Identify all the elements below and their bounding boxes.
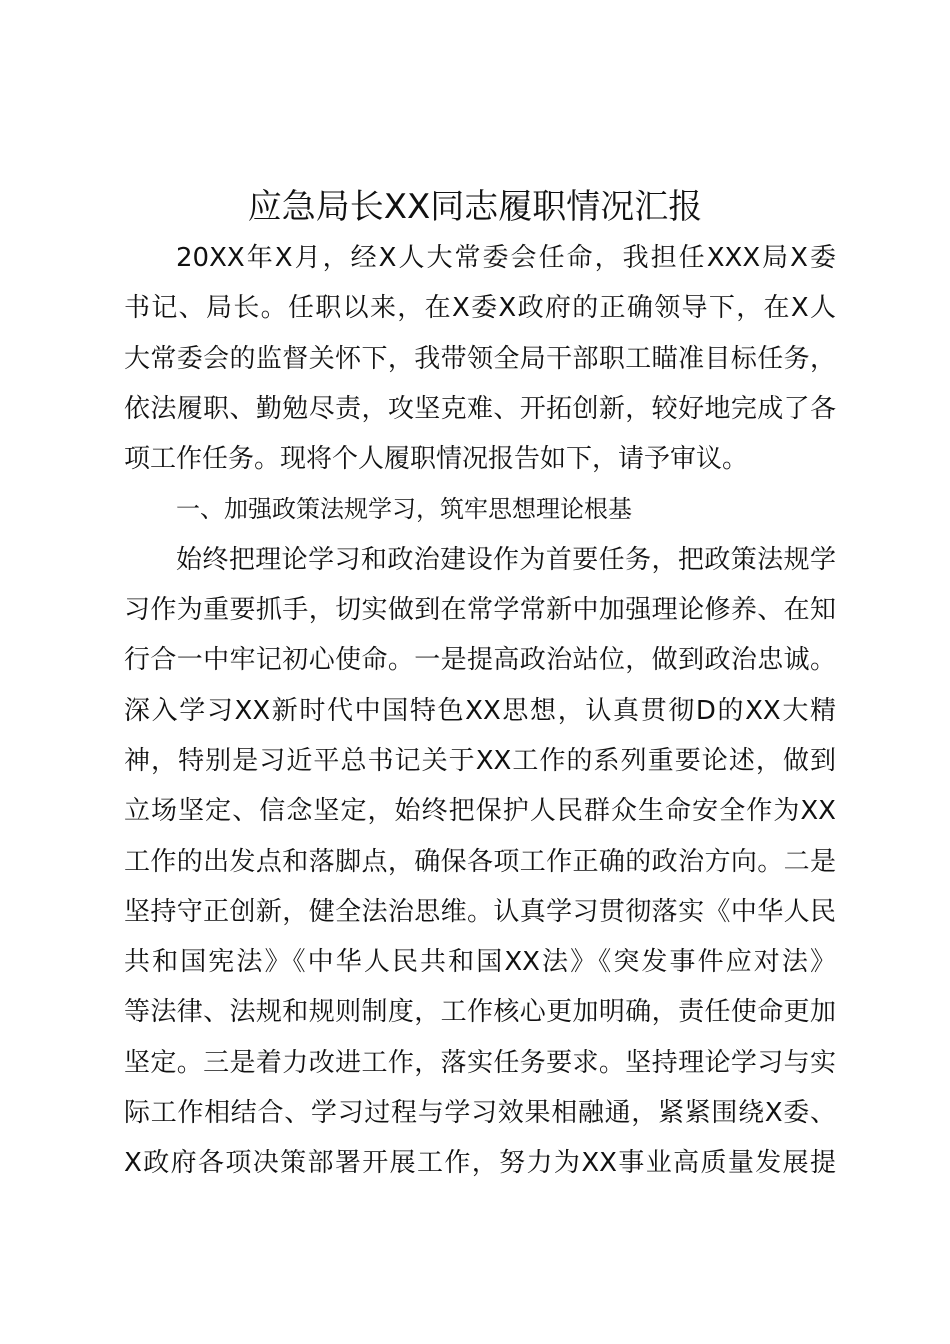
paragraph-line: 立场坚定、信念坚定，始终把保护人民群众生命安全作为XX bbox=[124, 796, 836, 827]
paragraph-line: 坚持守正创新，健全法治思维。认真学习贯彻落实《中华人民 bbox=[124, 896, 836, 927]
paragraph-line: 神，特别是习近平总书记关于XX工作的系列重要论述，做到 bbox=[124, 745, 836, 776]
paragraph-section1 bbox=[124, 535, 836, 1189]
paragraph-line: 深入学习XX新时代中国特色XX思想，认真贯彻D的XX大精 bbox=[124, 695, 836, 726]
section-heading: 一、加强政策法规学习，筑牢思想理论根基 bbox=[176, 495, 632, 524]
paragraph-line: 书记、局长。任职以来，在X委X政府的正确领导下，在X人 bbox=[124, 293, 836, 324]
paragraph-line: 坚定。三是着力改进工作，落实任务要求。坚持理论学习与实 bbox=[124, 1047, 836, 1078]
paragraph-line: 工作的出发点和落脚点，确保各项工作正确的政治方向。二是 bbox=[124, 846, 836, 877]
paragraph-intro bbox=[124, 233, 836, 484]
paragraph-line: 大常委会的监督关怀下，我带领全局干部职工瞄准目标任务， bbox=[124, 343, 836, 374]
document-body bbox=[124, 233, 836, 1189]
paragraph-line: X政府各项决策部署开展工作，努力为XX事业高质量发展提 bbox=[124, 1148, 836, 1179]
paragraph-line: 际工作相结合、学习过程与学习效果相融通，紧紧围绕X委、 bbox=[124, 1098, 836, 1129]
paragraph-line: 项工作任务。现将个人履职情况报告如下，请予审议。 bbox=[124, 444, 749, 475]
paragraph-line: 行合一中牢记初心使命。一是提高政治站位，做到政治忠诚。 bbox=[124, 645, 836, 676]
document-title: 应急局长XX同志履职情况汇报 bbox=[247, 187, 703, 227]
paragraph-line: 习作为重要抓手，切实做到在常学常新中加强理论修养、在知 bbox=[124, 595, 836, 626]
paragraph-line: 共和国宪法》《中华人民共和国XX法》《突发事件应对法》 bbox=[124, 947, 836, 978]
paragraph-line: 等法律、法规和规则制度，工作核心更加明确，责任使命更加 bbox=[124, 997, 836, 1028]
paragraph-line: 依法履职、勤勉尽责，攻坚克难、开拓创新，较好地完成了各 bbox=[124, 393, 836, 424]
paragraph-line: 始终把理论学习和政治建设作为首要任务，把政策法规学 bbox=[176, 544, 836, 575]
paragraph-line: 20XX年X月，经X人大常委会任命，我担任XXX局X委 bbox=[176, 243, 836, 273]
